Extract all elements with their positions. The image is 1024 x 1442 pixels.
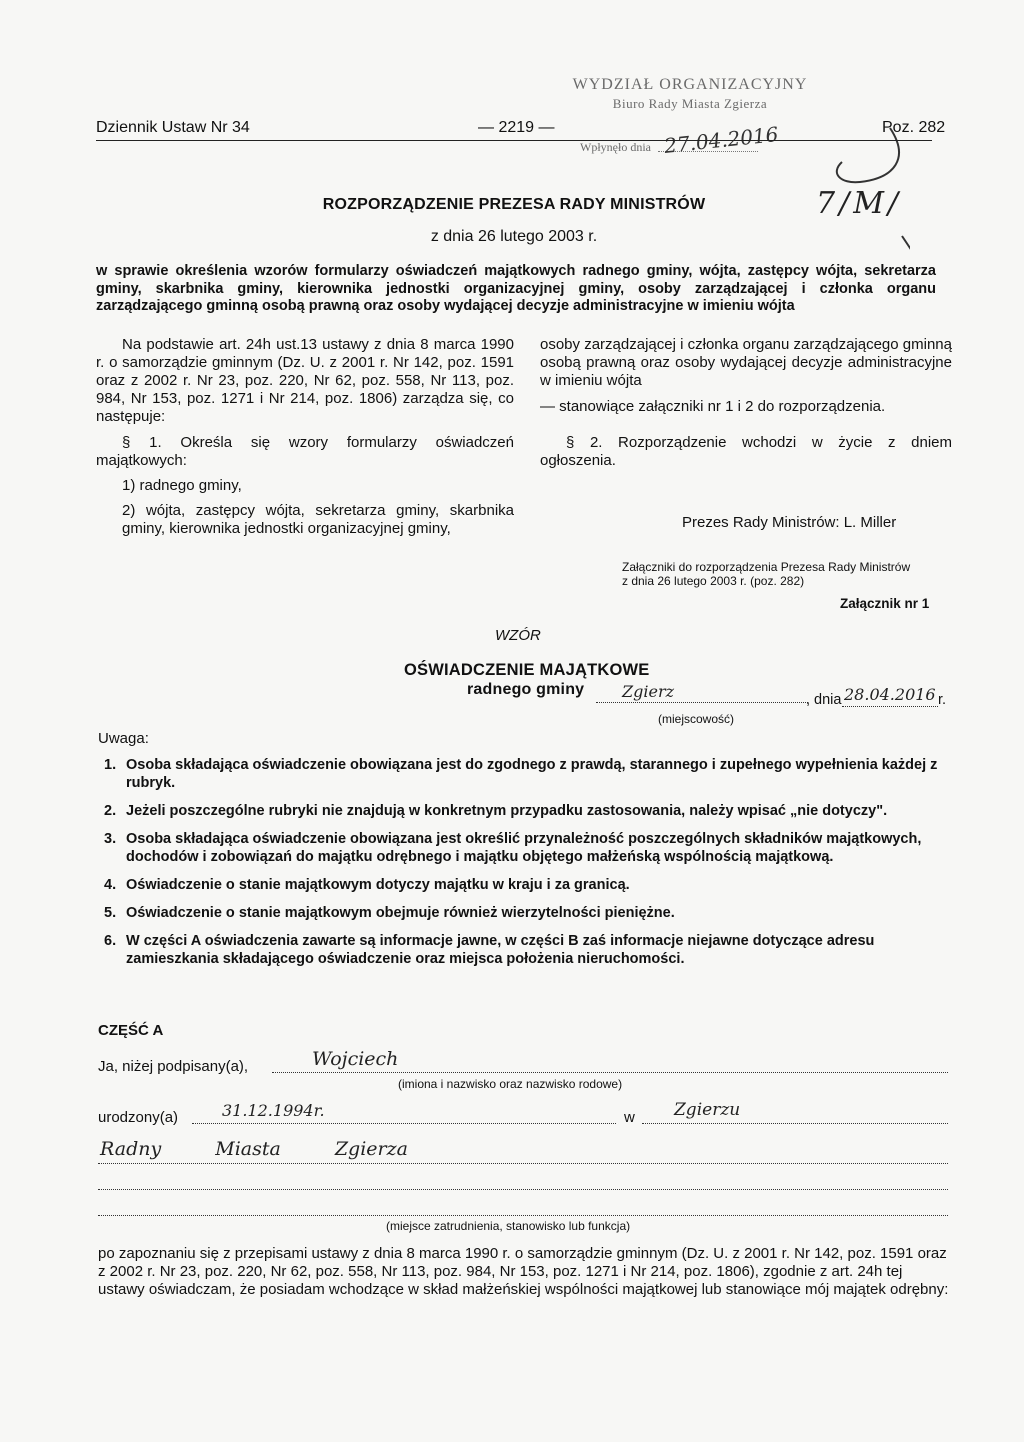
place-value: Zgierz bbox=[622, 682, 675, 701]
birth-place-value: Zgierzu bbox=[674, 1100, 741, 1120]
note-number: 6. bbox=[104, 933, 117, 949]
annex-caption-line2: z dnia 26 lutego 2003 r. (poz. 282) bbox=[622, 574, 805, 588]
note-item bbox=[104, 876, 946, 894]
birth-place-label: w bbox=[624, 1109, 635, 1126]
stamp-line-office: Biuro Rady Miasta Zgierza bbox=[612, 96, 768, 111]
legal-basis-paragraph: Na podstawie art. 24h ust.13 ustawy z dnia 8 marca 1990 r. o samorządzie gminnym (Dz. U. z 2001 r. Nr 142, poz. 1591 oraz z 2002 r. Nr 23, poz. 220, Nr 62, poz. 558, Nr 113, poz. 984, Nr 153, poz. 1271 i Nr 214, poz. 1806) zarządza się, co następuje: bbox=[96, 336, 514, 425]
employment-caption: (miejsce zatrudnienia, stanowisko lub funkcja) bbox=[386, 1219, 631, 1233]
note-number: 2. bbox=[104, 803, 117, 819]
page-number: — 2219 — bbox=[478, 119, 555, 136]
notes-list bbox=[104, 756, 946, 978]
employment-field-line3[interactable] bbox=[98, 1215, 948, 1216]
stamp-received-label: Wpłynęło dnia bbox=[580, 140, 651, 154]
birth-date-field[interactable] bbox=[192, 1123, 616, 1124]
stamp-received-date: 27.04.2016 bbox=[663, 122, 780, 158]
note-number: 1. bbox=[104, 757, 117, 773]
note-number: 4. bbox=[104, 877, 117, 893]
regulation-date: z dnia 26 lutego 2003 r. bbox=[430, 228, 598, 245]
paragraph-1-item-3: osoby zarządzającej i członka organu zarządzającego gminną osobą prawną oraz osoby wydającej decyzje administracyjne w imieniu wójta bbox=[540, 336, 952, 389]
birth-date-value: 31.12.1994r. bbox=[222, 1101, 325, 1120]
date-value: 28.04.2016 bbox=[844, 685, 936, 704]
form-subtitle: radnego gminy bbox=[467, 681, 585, 698]
note-text: Oświadczenie o stanie majątkowym dotyczy majątku w kraju i za granicą. bbox=[126, 877, 630, 893]
note-item bbox=[104, 802, 946, 820]
birth-place-field[interactable] bbox=[642, 1123, 948, 1124]
employment-value: Radny Miasta Zgierza bbox=[100, 1138, 408, 1160]
position-number: Poz. 282 bbox=[882, 119, 946, 136]
note-item bbox=[104, 932, 946, 968]
form-title: OŚWIADCZENIE MAJĄTKOWE bbox=[404, 661, 650, 679]
note-number: 5. bbox=[104, 905, 117, 921]
signer-field[interactable] bbox=[272, 1072, 948, 1073]
note-text: Osoba składająca oświadczenie obowiązana jest określić przynależność poszczególnych składników majątkowych, dochodów i zobowiązań do majątku odrębnego i majątku objętego małżeńską wspólnością majątkową. bbox=[126, 831, 922, 865]
part-a-heading: CZĘŚĆ A bbox=[98, 1022, 164, 1039]
paragraph-1: § 1. Określa się wzory formularzy oświadczeń majątkowych: bbox=[96, 434, 514, 469]
signer-value: Wojciech bbox=[312, 1048, 399, 1070]
annex-caption-line1: Załączniki do rozporządzenia Prezesa Rady Ministrów bbox=[622, 560, 911, 574]
stamp-line-department: WYDZIAŁ ORGANIZACYJNY bbox=[572, 76, 808, 93]
note-text: Jeżeli poszczególne rubryki nie znajdują w konkretnym przypadku zastosowania, należy wpisać „nie dotyczy". bbox=[126, 803, 888, 819]
annex-number: Załącznik nr 1 bbox=[840, 596, 930, 611]
date-label: , dnia bbox=[806, 692, 842, 708]
note-item bbox=[104, 756, 946, 792]
birth-label: urodzony(a) bbox=[98, 1109, 179, 1126]
annexes-sentence: — stanowiące załączniki nr 1 i 2 do rozporządzenia. bbox=[540, 398, 886, 415]
notes-heading: Uwaga: bbox=[98, 730, 149, 747]
header-rule bbox=[96, 140, 932, 141]
note-item bbox=[104, 904, 946, 922]
note-text: Osoba składająca oświadczenie obowiązana jest do zgodnego z prawdą, starannego i zupełnego wypełnienia każdej z rubryk. bbox=[126, 757, 938, 791]
place-field[interactable] bbox=[596, 702, 808, 703]
signer-label: Ja, niżej podpisany(a), bbox=[98, 1058, 249, 1075]
paragraph-1-item-2: 2) wójta, zastępcy wójta, sekretarza gminy, skarbnika gminy, kierownika jednostki organizacyjnej gminy, bbox=[122, 502, 514, 537]
pattern-label: WZÓR bbox=[495, 627, 541, 644]
declaration-paragraph: po zapoznaniu się z przepisami ustawy z dnia 8 marca 1990 r. o samorządzie gminnym (Dz. U. z 2001 r. Nr 142, poz. 1591 oraz z 2002 r. Nr 23, poz. 220, Nr 62, poz. 558, Nr 113, poz. 984, Nr 153, poz. 1271 i Nr 214, poz. 1806), zgodnie z art. 24h tej ustawy oświadczam, że posiadam wchodzące w skład małżeńskiej wspólności majątkowej lub stanowiące mój majątek odrębny: bbox=[98, 1245, 949, 1298]
note-text: Oświadczenie o stanie majątkowym obejmuje również wierzytelności pieniężne. bbox=[126, 905, 675, 921]
note-text: W części A oświadczenia zawarte są informacje jawne, w części B zaś informacje niejawne dotyczące adresu zamieszkania składającego oświadczenie oraz miejsca położenia nieruchomości. bbox=[126, 933, 875, 967]
signer-caption: (imiona i nazwisko oraz nazwisko rodowe) bbox=[398, 1077, 623, 1091]
regulation-subject: w sprawie określenia wzorów formularzy oświadczeń majątkowych radnego gminy, wójta, zastępcy wójta, sekretarza gminy, skarbnika gminy, kierownika jednostki organizacyjnej gminy, osoby zarządzającej i członka organu zarządzającego gminną osobą prawną oraz osoby wydającej decyzje administracyjne w imieniu wójta bbox=[96, 263, 936, 314]
prime-minister-signature: Prezes Rady Ministrów: L. Miller bbox=[682, 514, 897, 531]
note-item bbox=[104, 830, 946, 866]
note-number: 3. bbox=[104, 831, 117, 847]
regulation-title: ROZPORZĄDZENIE PREZESA RADY MINISTRÓW bbox=[322, 196, 706, 213]
paragraph-2: § 2. Rozporządzenie wchodzi w życie z dniem ogłoszenia. bbox=[540, 434, 952, 469]
stamp-handwritten-note: 7/M/ bbox=[816, 186, 903, 221]
paragraph-1-item-1: 1) radnego gminy, bbox=[122, 477, 242, 494]
date-field[interactable] bbox=[842, 706, 938, 707]
employment-field-line2[interactable] bbox=[98, 1189, 948, 1190]
place-caption: (miejscowość) bbox=[658, 712, 735, 726]
employment-field-line1[interactable] bbox=[98, 1163, 948, 1164]
date-suffix: r. bbox=[938, 692, 947, 708]
journal-title: Dziennik Ustaw Nr 34 bbox=[96, 119, 250, 136]
